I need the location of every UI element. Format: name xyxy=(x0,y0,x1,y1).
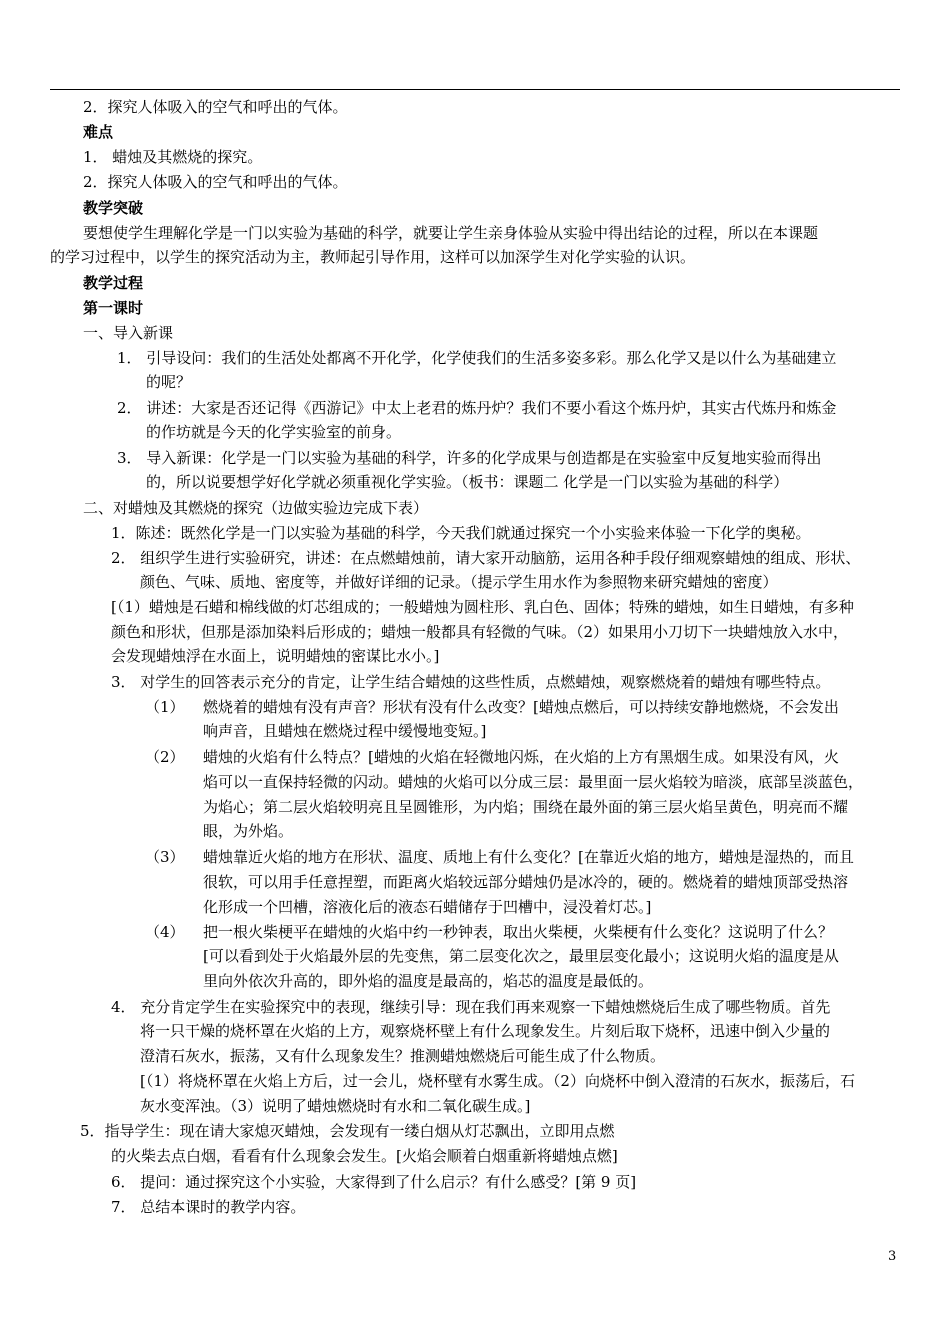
list-item: 7． 总结本课时的教学内容。 xyxy=(111,1198,306,1216)
text-line: 1． 蜡烛及其燃烧的探究。 xyxy=(83,148,263,166)
text-line: 的学习过程中，以学生的探究活动为主，教师起引导作用，这样可以加深学生对化学实验的认识。 xyxy=(50,248,696,266)
text-line: 响声音，且蜡烛在燃烧过程中缓慢地变短。] xyxy=(203,722,487,740)
header-rule xyxy=(50,89,900,90)
list-marker: （3） xyxy=(145,848,185,866)
list-item: 3． 导入新课：化学是一门以实验为基础的科学，许多的化学成果与创造都是在实验室中反复地实验而得出 xyxy=(117,449,822,467)
page-number: 3 xyxy=(888,1249,897,1264)
list-item: 4． 充分肯定学生在实验探究中的表现，继续引导：现在我们再来观察一下蜡烛燃烧后生成了哪些物质。首先 xyxy=(111,998,831,1016)
list-item: 3． 对学生的回答表示充分的肯定，让学生结合蜡烛的这些性质，点燃蜡烛，观察燃烧着的蜡烛有哪些特点。 xyxy=(111,673,831,691)
list-item: 6． 提问：通过探究这个小实验，大家得到了什么启示？有什么感受？[第 9 页] xyxy=(111,1173,637,1191)
text-line: 很软，可以用手任意捏塑，而距离火焰较远部分蜡烛仍是冰冷的，硬的。燃烧着的蜡烛顶部受热溶 xyxy=(203,873,849,891)
text-line: 蜡烛靠近火焰的地方在形状、温度、质地上有什么变化？[在靠近火焰的地方，蜡烛是湿热的，而且 xyxy=(203,848,854,866)
text-line: 颜色和形状，但那是添加染料后形成的；蜡烛一般都具有轻微的气味。（2）如果用小刀切下一块蜡烛放入水中， xyxy=(111,623,849,641)
list-marker: （2） xyxy=(145,748,185,766)
list-item: 2． 讲述：大家是否还记得《西游记》中太上老君的炼丹炉？我们不要小看这个炼丹炉，其实古代炼丹和炼金 xyxy=(117,399,837,417)
list-item: 1． 引导设问：我们的生活处处都离不开化学，化学使我们的生活多姿多彩。那么化学又是以什么为基础建立 xyxy=(117,349,837,367)
list-marker: （4） xyxy=(145,923,185,941)
text-line: 化形成一个凹槽，溶液化后的液态石蜡储存于凹槽中，浸没着灯芯。] xyxy=(203,898,652,916)
text-line: 2．探究人体吸入的空气和呼出的气体。 xyxy=(83,98,348,116)
text-line: 将一只干燥的烧杯罩在火焰的上方，观察烧杯壁上有什么现象发生。片刻后取下烧杯，迅速中倒入少量的 xyxy=(140,1022,831,1040)
text-line: 要想使学生理解化学是一门以实验为基础的科学，就要让学生亲身体验从实验中得出结论的过程，所以在本课题 xyxy=(83,224,819,242)
text-line: 颜色、气味、质地、密度等，并做好详细的记录。（提示学生用水作为参照物来研究蜡烛的密度） xyxy=(140,573,778,591)
text-line: 会发现蜡烛浮在水面上，说明蜡烛的密谋比水小。] xyxy=(111,647,440,665)
list-item: 1．陈述：既然化学是一门以实验为基础的科学，今天我们就通过探究一个小实验来体验一下化学的奥秘。 xyxy=(111,524,811,542)
text-line: [可以看到处于火焰最外层的先变焦，第二层变化次之，最里层变化最小；这说明火焰的温度是从 xyxy=(203,947,839,965)
text-line: 把一根火柴梗平在蜡烛的火焰中约一秒钟表，取出火柴梗，火柴梗有什么变化？这说明了什么？ xyxy=(203,923,834,941)
text-line: 澄清石灰水，振荡，又有什么现象发生？推测蜡烛燃烧后可能生成了什么物质。 xyxy=(140,1047,666,1065)
text-line: 一、导入新课 xyxy=(83,324,174,342)
text-line: 的火柴去点白烟，看看有什么现象会发生。[火焰会顺着白烟重新将蜡烛点燃] xyxy=(111,1147,618,1165)
text-line: 的，所以说要想学好化学就必须重视化学实验。（板书：课题二 化学是一门以实验为基础的科学） xyxy=(146,473,789,491)
section-heading: 难点 xyxy=(83,123,114,141)
text-line: [（1）将烧杯罩在火焰上方后，过一会儿，烧杯壁有水雾生成。（2）向烧杯中倒入澄清的石灰水，振荡后，石 xyxy=(140,1072,855,1090)
section-heading: 第一课时 xyxy=(83,299,144,317)
text-line: 眼，为外焰。 xyxy=(203,822,294,840)
text-line: 的呢？ xyxy=(146,373,192,391)
text-line: 2．探究人体吸入的空气和呼出的气体。 xyxy=(83,173,348,191)
text-line: 里向外依次升高的，即外焰的温度是最高的，焰芯的温度是最低的。 xyxy=(203,972,654,990)
text-line: 二、对蜡烛及其燃烧的探究（边做实验边完成下表） xyxy=(83,499,429,517)
text-line: 燃烧着的蜡烛有没有声音？形状有没有什么改变？[蜡烛点燃后，可以持续安静地燃烧，不会发出 xyxy=(203,698,839,716)
text-line: [（1）蜡烛是石蜡和棉线做的灯芯组成的；一般蜡烛为圆柱形、乳白色、固体；特殊的蜡烛，如生日蜡烛，有多种 xyxy=(111,598,854,616)
list-item: 2． 组织学生进行实验研究，讲述：在点燃蜡烛前，请大家开动脑筋，运用各种手段仔细观察蜡烛的组成、形状、 xyxy=(111,549,861,567)
text-line: 的作坊就是今天的化学实验室的前身。 xyxy=(146,423,402,441)
section-heading: 教学突破 xyxy=(83,199,144,217)
text-line: 焰可以一直保持轻微的闪动。蜡烛的火焰可以分成三层：最里面一层火焰较为暗淡，底部呈淡蓝色， xyxy=(203,773,864,791)
text-line: 灰水变浑浊。（3）说明了蜡烛燃烧时有水和二氧化碳生成。] xyxy=(140,1097,531,1115)
text-line: 蜡烛的火焰有什么特点？[蜡烛的火焰在轻微地闪烁，在火焰的上方有黑烟生成。如果没有风，火 xyxy=(203,748,839,766)
text-line: 为焰心；第二层火焰较明亮且呈圆锥形，为内焰；围绕在最外面的第三层火焰呈黄色，明亮而不耀 xyxy=(203,798,849,816)
list-marker: （1） xyxy=(145,698,185,716)
section-heading: 教学过程 xyxy=(83,274,144,292)
list-item: 5．指导学生：现在请大家熄灭蜡烛，会发现有一缕白烟从灯芯飘出，立即用点燃 xyxy=(80,1122,615,1140)
